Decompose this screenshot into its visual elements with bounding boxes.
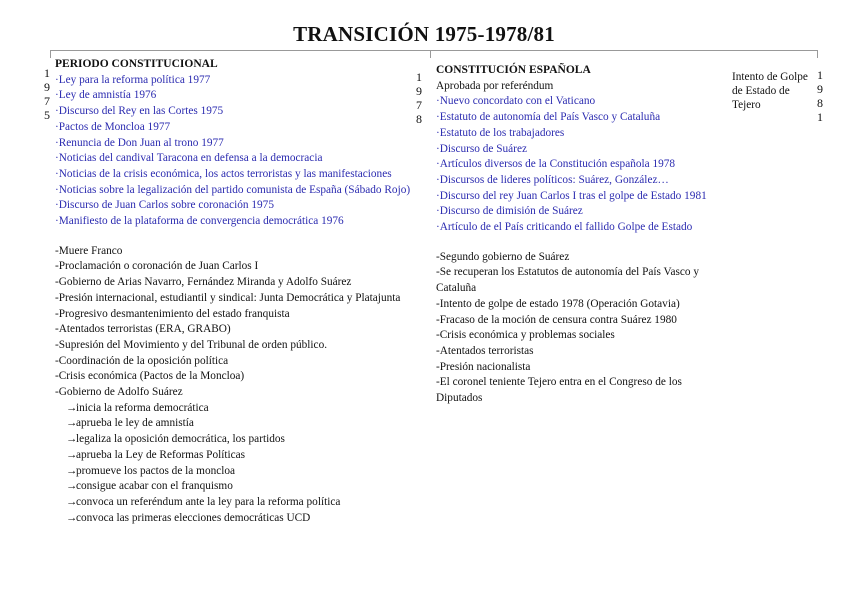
arrow-right-icon: → bbox=[66, 401, 78, 414]
event-item: -El coronel teniente Tejero entra en el Congreso de los Diputados bbox=[436, 376, 682, 405]
column-constitucion-espanola bbox=[436, 63, 714, 407]
link-item[interactable]: ·Noticias del candival Taracona en defensa a la democracia bbox=[55, 152, 323, 165]
link-item[interactable]: ·Artículo de el País criticando el fallido Golpe de Estado bbox=[436, 221, 693, 234]
event-item: -Proclamación o coronación de Juan Carlos I bbox=[55, 260, 259, 273]
action-item: →legaliza la oposición democrática, los partidos bbox=[55, 432, 417, 448]
event-item: -Fracaso de la moción de censura contra Suárez 1980 bbox=[436, 313, 677, 326]
arrow-right-icon: → bbox=[66, 433, 78, 446]
section-heading: PERIODO CONSTITUCIONAL bbox=[55, 58, 218, 70]
event-item: -Coordinación de la oposición política bbox=[55, 354, 229, 367]
link-item[interactable]: ·Artículos diversos de la Constitución española 1978 bbox=[436, 158, 676, 171]
action-item: →promueve los pactos de la moncloa bbox=[55, 464, 417, 480]
arrow-right-icon: → bbox=[66, 464, 78, 477]
link-item[interactable]: ·Discurso de Suárez bbox=[436, 142, 527, 155]
link-item[interactable]: ·Ley para la reforma política 1977 bbox=[55, 73, 211, 86]
timeline-tick-1978 bbox=[430, 50, 431, 58]
link-item[interactable]: ·Ley de amnistía 1976 bbox=[55, 89, 157, 102]
link-item[interactable]: ·Noticias sobre la legalización del partido comunista de España (Sábado Rojo) bbox=[55, 183, 411, 196]
timeline-tick-1981 bbox=[817, 50, 818, 58]
page-title: TRANSICIÓN 1975-1978/81 bbox=[293, 22, 555, 46]
event-item: -Crisis económica (Pactos de la Moncloa) bbox=[55, 370, 245, 383]
link-item[interactable]: ·Estatuto de los trabajadores bbox=[436, 126, 565, 139]
arrow-right-icon: → bbox=[66, 448, 78, 461]
action-item: →consigue acabar con el franquismo bbox=[55, 479, 417, 495]
link-item[interactable]: ·Noticias de la crisis económica, los actos terroristas y las manifestaciones bbox=[55, 167, 392, 180]
action-item: →inicia la reforma democrática bbox=[55, 401, 417, 417]
event-item: -Gobierno de Arias Navarro, Fernández Miranda y Adolfo Suárez bbox=[55, 276, 352, 289]
event-item: -Se recuperan los Estatutos de autonomía del País Vasco y Cataluña bbox=[436, 266, 700, 295]
timeline-tick-1975 bbox=[50, 50, 51, 58]
link-item[interactable]: ·Manifiesto de la plataforma de convergencia democrática 1976 bbox=[55, 215, 344, 228]
link-item[interactable]: ·Discurso de dimisión de Suárez bbox=[436, 205, 583, 218]
event-item: -Intento de golpe de estado 1978 (Operación Gotavia) bbox=[436, 297, 680, 310]
arrow-right-icon: → bbox=[66, 495, 78, 508]
link-item[interactable]: ·Pactos de Moncloa 1977 bbox=[55, 120, 171, 133]
action-item: →aprueba la Ley de Reformas Políticas bbox=[55, 448, 417, 464]
action-item: →convoca las primeras elecciones democráticas UCD bbox=[55, 511, 417, 527]
column-periodo-constitucional bbox=[55, 57, 417, 526]
event-item: -Muere Franco bbox=[55, 244, 123, 257]
section-subheading: Aprobada por referéndum bbox=[436, 79, 554, 92]
action-item: →convoca un referéndum ante la ley para la reforma política bbox=[55, 495, 417, 511]
event-item: -Presión nacionalista bbox=[436, 360, 531, 373]
golpe-tejero-note: Intento de Golpe de Estado de Tejero bbox=[732, 71, 808, 111]
event-item: -Atentados terroristas (ERA, GRABO) bbox=[55, 323, 231, 336]
event-item: -Segundo gobierno de Suárez bbox=[436, 250, 570, 263]
link-item[interactable]: ·Estatuto de autonomía del País Vasco y Cataluña bbox=[436, 111, 661, 124]
link-item[interactable]: ·Discursos de lideres políticos: Suárez, González… bbox=[436, 173, 669, 186]
link-item[interactable]: ·Discurso del rey Juan Carlos I tras el golpe de Estado 1981 bbox=[436, 189, 707, 202]
event-item: -Supresión del Movimiento y del Tribunal de orden público. bbox=[55, 338, 328, 351]
link-item[interactable]: ·Nuevo concordato con el Vaticano bbox=[436, 95, 596, 108]
event-item: -Atentados terroristas bbox=[436, 344, 534, 357]
event-item: -Progresivo desmantenimiento del estado franquista bbox=[55, 307, 290, 320]
link-item[interactable]: ·Renuncia de Don Juan al trono 1977 bbox=[55, 136, 224, 149]
arrow-right-icon: → bbox=[66, 480, 78, 493]
arrow-right-icon: → bbox=[66, 417, 78, 430]
event-item: -Presión internacional, estudiantil y sindical: Junta Democrática y Platajunta bbox=[55, 291, 401, 304]
action-item: →aprueba le ley de amnistía bbox=[55, 416, 417, 432]
section-heading: CONSTITUCIÓN ESPAÑOLA bbox=[436, 64, 591, 76]
event-item: -Crisis económica y problemas sociales bbox=[436, 329, 615, 342]
link-item[interactable]: ·Discurso del Rey en las Cortes 1975 bbox=[55, 105, 224, 118]
event-item: -Gobierno de Adolfo Suárez bbox=[55, 386, 183, 399]
arrow-right-icon: → bbox=[66, 511, 78, 524]
timeline-line bbox=[50, 50, 818, 51]
link-item[interactable]: ·Discurso de Juan Carlos sobre coronación 1975 bbox=[55, 199, 274, 212]
